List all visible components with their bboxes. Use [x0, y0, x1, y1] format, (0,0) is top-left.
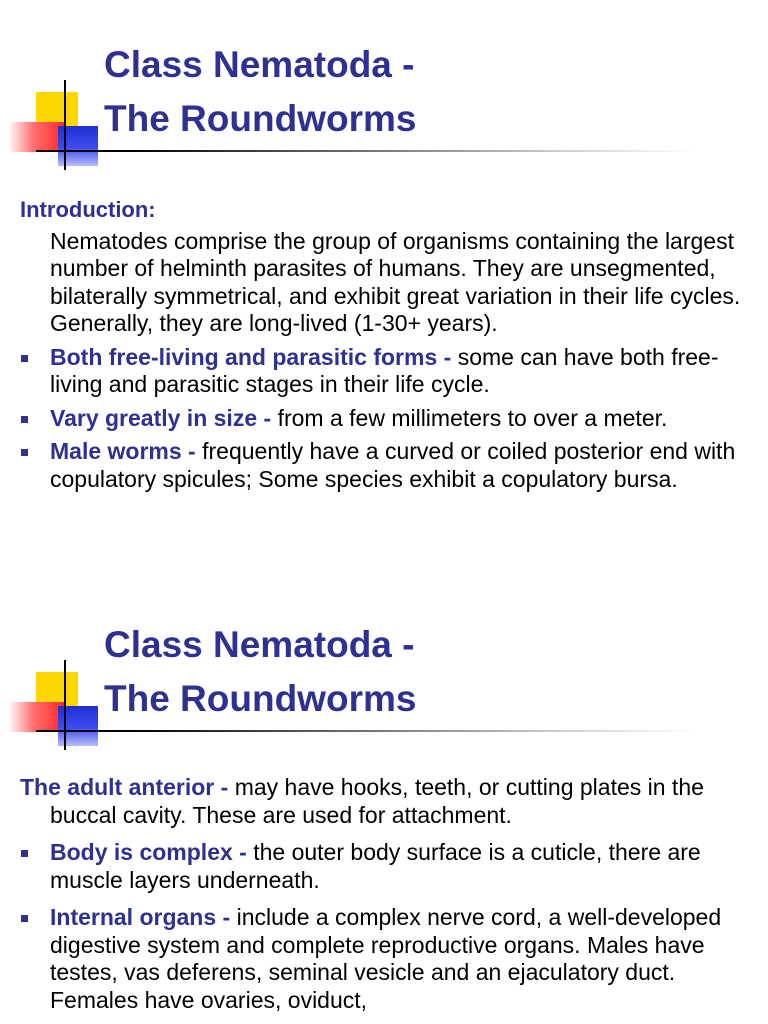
logo-red-bar — [8, 702, 64, 732]
list-item — [20, 438, 746, 493]
bullet-label: Internal organs - — [50, 904, 237, 930]
square-bullet-icon — [21, 416, 28, 423]
square-bullet-icon — [21, 850, 28, 857]
slide-logo-icon — [0, 80, 110, 190]
bullet-text: the outer body surface is a cuticle, there are muscle layers underneath. — [50, 839, 701, 893]
title-underline — [36, 150, 696, 152]
bullet-text: include a complex nerve cord, a well-developed digestive system and complete reproductive organs. Males have testes, vas deferens, seminal vesicle and an ejaculatory duct. Females have ovaries, oviduct, — [50, 904, 722, 1013]
bullet-list — [20, 344, 746, 494]
slide-body — [20, 774, 746, 1014]
logo-vertical-line — [64, 80, 66, 170]
slide-title-line-2: The Roundworms — [104, 98, 417, 139]
bullet-text: some can have both free-living and parasitic stages in their life cycle. — [50, 343, 719, 397]
list-item — [20, 904, 746, 1014]
square-bullet-icon — [21, 355, 28, 362]
list-item — [20, 405, 746, 433]
slide-title-line-1: Class Nematoda - — [104, 624, 415, 665]
bullet-text: frequently have a curved or coiled posterior end with copulatory spicules; Some species exhibit a copulatory bursa. — [50, 438, 736, 492]
slide-title — [104, 38, 416, 146]
slide-2 — [0, 580, 768, 1024]
list-item — [20, 344, 746, 399]
list-item — [20, 839, 746, 894]
bullet-label: Vary greatly in size - — [50, 404, 278, 431]
bullet-text: from a few millimeters to over a meter. — [277, 404, 668, 431]
square-bullet-icon — [21, 449, 28, 456]
square-bullet-icon — [21, 915, 28, 922]
bullet-label: Male worms - — [50, 438, 203, 464]
slide-title-line-2: The Roundworms — [104, 678, 417, 719]
slide-title-line-1: Class Nematoda - — [104, 44, 415, 85]
bullet-label: Body is complex - — [50, 839, 254, 865]
lead-paragraph — [20, 774, 746, 829]
slide-logo-icon — [0, 660, 110, 770]
slide-body — [20, 196, 746, 493]
lead-text: may have hooks, teeth, or cutting plates in the buccal cavity. These are used for attachment. — [50, 774, 704, 828]
intro-heading: Introduction: — [20, 197, 156, 222]
slide-title — [104, 618, 416, 726]
logo-vertical-line — [64, 660, 66, 750]
bullet-label: Both free-living and parasitic forms - — [50, 343, 458, 370]
intro-paragraph: Nematodes comprise the group of organisms containing the largest number of helminth parasites of humans. They are unsegmented, bilaterally symmetrical, and exhibit great variation in their life cycles. Generally, they are long-lived (1-30+ years). — [50, 227, 741, 336]
lead-label: The adult anterior - — [20, 774, 235, 800]
title-underline — [36, 730, 696, 732]
logo-red-bar — [8, 122, 64, 152]
bullet-list — [20, 839, 746, 1014]
